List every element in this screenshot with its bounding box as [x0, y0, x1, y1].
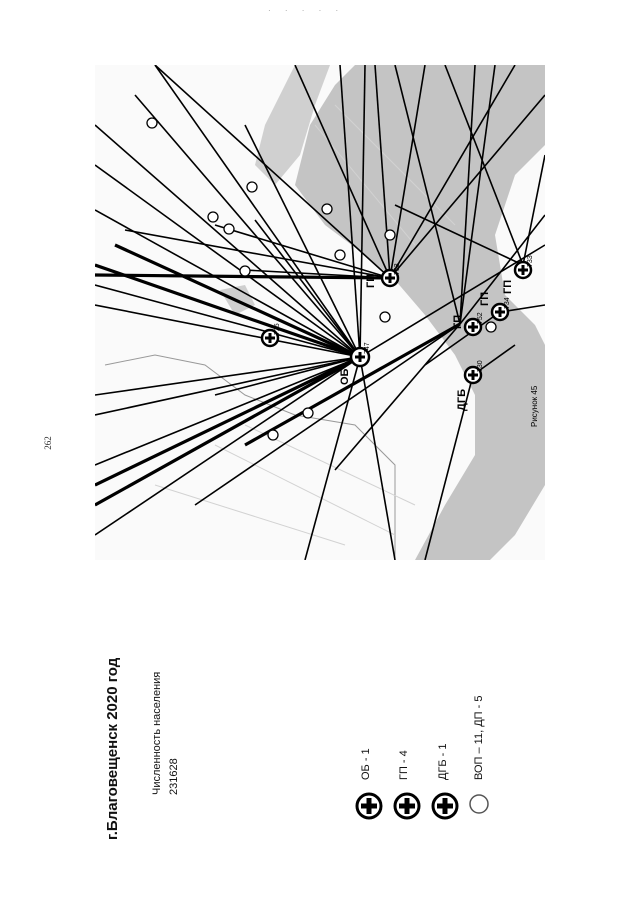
- facility-733-type: ГП: [502, 279, 514, 294]
- population-label: Численность населения: [151, 671, 163, 795]
- facility-747-code: 747: [364, 342, 371, 354]
- facility-725-code: 725: [274, 323, 281, 335]
- minor-facility-marker: [380, 312, 390, 322]
- population-value: 231628: [168, 758, 180, 795]
- page-title: г.Благовещенск 2020 год: [104, 657, 121, 840]
- legend-label-vop: ВОП – 11, ДП - 5: [473, 695, 485, 780]
- page-number: 262: [42, 436, 53, 450]
- legend-ob-cross-circle-icon: [355, 792, 383, 820]
- facility-747-type: ОБ: [339, 368, 351, 385]
- minor-facility-marker: [322, 204, 332, 214]
- map: [95, 65, 545, 560]
- legend-label-dgb: ДГБ - 1: [437, 743, 449, 780]
- facility-734-code: 734: [504, 297, 511, 309]
- legend-gp-cross-circle-icon: [393, 792, 421, 820]
- minor-facility-marker: [335, 250, 345, 260]
- facility-703-type: ГП: [365, 273, 377, 288]
- legend-label-gp: ГП - 4: [398, 750, 410, 780]
- facility-752-code: 752: [477, 312, 484, 324]
- minor-facility-marker: [208, 212, 218, 222]
- map-canvas: [95, 65, 545, 560]
- facility-703-code: 703: [394, 263, 401, 275]
- facility-734-type: ГП: [479, 291, 491, 306]
- facility-730-type: ДГБ: [456, 389, 468, 411]
- minor-facility-marker: [240, 266, 250, 276]
- minor-facility-marker: [303, 408, 313, 418]
- minor-facility-marker: [147, 118, 157, 128]
- minor-facility-marker: [486, 322, 496, 332]
- legend-label-ob: ОБ - 1: [360, 748, 372, 780]
- facility-730-code: 730: [477, 360, 484, 372]
- facility-733-code: 733: [527, 255, 534, 267]
- legend-vop-empty-circle-icon: [467, 792, 491, 816]
- minor-facility-marker: [268, 430, 278, 440]
- minor-facility-marker: [224, 224, 234, 234]
- map-caption: Рисунок 45: [530, 385, 539, 427]
- facility-752-type: ГП: [452, 314, 464, 329]
- corner-marks: · · · · ·: [268, 6, 345, 15]
- minor-facility-marker: [247, 182, 257, 192]
- minor-facility-marker: [385, 230, 395, 240]
- legend-dgb-cross-circle-icon: [431, 792, 459, 820]
